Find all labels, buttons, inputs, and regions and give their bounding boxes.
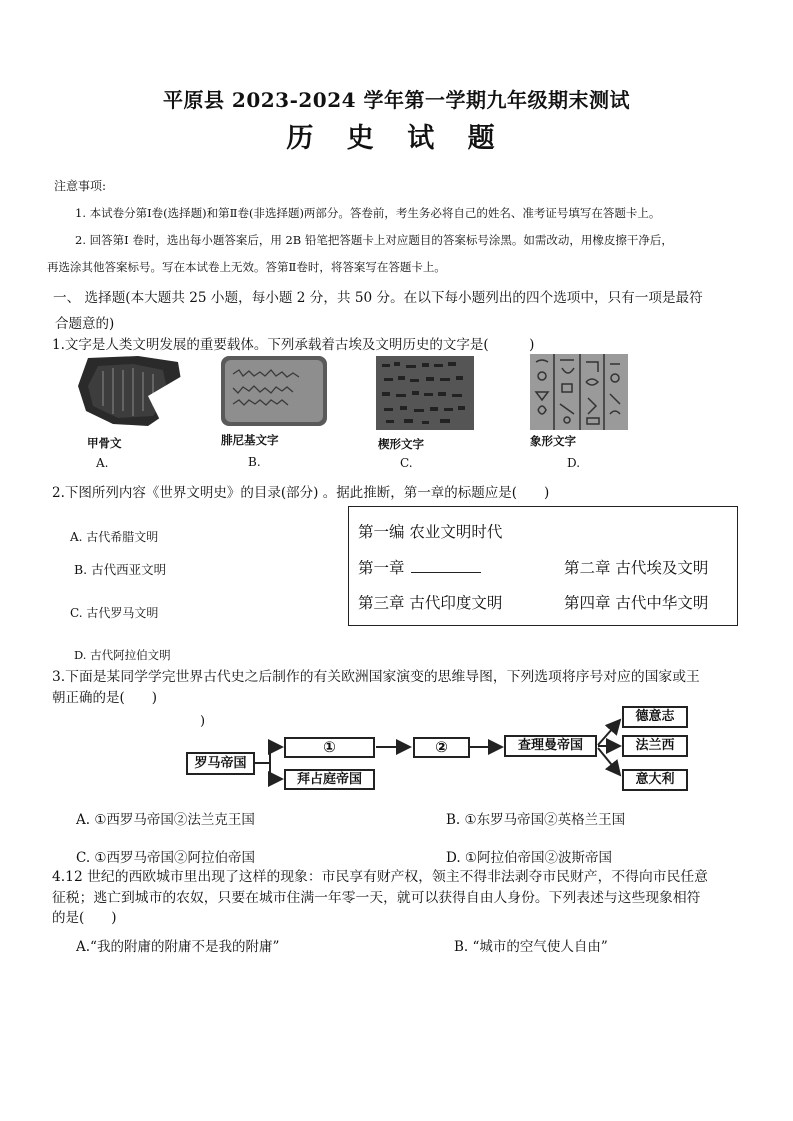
exam-title: 平原县 2023-2024 学年第一学期九年级期末测试: [162, 88, 631, 112]
node-blank-2: ②: [413, 737, 470, 758]
node-france: 法兰西: [622, 735, 688, 757]
exam-subject: 历 史 试 题: [286, 123, 507, 154]
q3-option-d[interactable]: D. ①阿拉伯帝国②波斯帝国: [446, 850, 613, 866]
option-letter-c[interactable]: C.: [400, 456, 413, 470]
node-blank-1: ①: [284, 737, 375, 758]
question-3-stem-cont: 朝正确的是( ): [52, 690, 158, 706]
toc-chapter-4: 第四章 古代中华文明: [564, 594, 709, 612]
caption-hieroglyph: 象形文字: [530, 434, 576, 448]
section-heading-cont: 合题意的): [55, 316, 115, 332]
stray-parenthesis: ): [200, 714, 206, 729]
question-2-stem: 2.下图所列内容《世界文明史》的目录(部分) 。据此推断，第一章的标题应是( ): [52, 485, 550, 501]
caption-phoenician: 腓尼基文字: [221, 433, 279, 447]
q2-option-b[interactable]: B. 古代西亚文明: [74, 562, 167, 577]
option-letter-a[interactable]: A.: [96, 456, 109, 470]
option-letter-b[interactable]: B.: [248, 455, 261, 469]
node-byzantine-empire: 拜占庭帝国: [284, 769, 375, 790]
question-4-stem-cont: 征税；逃亡到城市的农奴，只要在城市住满一年零一天，就可以获得自由人身份。下列表述与这些现象相符: [52, 890, 701, 906]
q4-option-a[interactable]: A.“我的附庸的附庸不是我的附庸”: [76, 939, 280, 955]
caption-oracle-bone: 甲骨文: [87, 436, 122, 450]
caption-cuneiform: 楔形文字: [378, 437, 424, 451]
q4-option-b[interactable]: B. “城市的空气使人自由”: [454, 939, 608, 955]
question-1-stem: 1.文字是人类文明发展的重要载体。下列承载着古埃及文明历史的文字是( ): [52, 337, 535, 353]
notes-item-1: 1. 本试卷分第Ⅰ卷(选择题)和第Ⅱ卷(非选择题)两部分。答卷前，考生务必将自己的姓名、准考证号填写在答题卡上。: [75, 206, 661, 220]
q3-option-a[interactable]: A. ①西罗马帝国②法兰克王国: [76, 812, 255, 828]
q3-option-c[interactable]: C. ①西罗马帝国②阿拉伯帝国: [76, 850, 256, 866]
toc-part: 第一编 农业文明时代: [358, 523, 503, 541]
q2-option-d[interactable]: D. 古代阿拉伯文明: [74, 648, 171, 662]
notes-heading: 注意事项:: [54, 179, 107, 193]
toc-chapter-2: 第二章 古代埃及文明: [564, 559, 709, 577]
q2-option-a[interactable]: A. 古代希腊文明: [70, 530, 159, 544]
node-germany: 德意志: [622, 706, 688, 728]
toc-chapter-3: 第三章 古代印度文明: [358, 594, 503, 612]
question-4-stem-end: 的是( ): [52, 910, 117, 926]
notes-item-2: 2. 回答第Ⅰ 卷时，选出每小题答案后，用 2B 铅笔把答题卡上对应题目的答案标号涂黑。如需改动，用橡皮擦干净后，: [75, 233, 673, 247]
node-roman-empire: 罗马帝国: [186, 752, 255, 775]
node-italy: 意大利: [622, 769, 688, 791]
question-3-stem: 3.下面是某同学学完世界古代史之后制作的有关欧洲国家演变的思维导图，下列选项将序号对应的国家或王: [52, 669, 700, 685]
notes-item-2-cont: 再选涂其他答案标号。写在本试卷上无效。答第Ⅱ卷时，将答案写在答题卡上。: [47, 260, 446, 274]
section-heading: 一、 选择题(本大题共 25 小题，每小题 2 分，共 50 分。在以下每小题列出的四个选项中，只有一项是最符: [53, 290, 703, 306]
option-letter-d[interactable]: D.: [567, 456, 581, 470]
q3-option-b[interactable]: B. ①东罗马帝国②英格兰王国: [446, 812, 626, 828]
node-carolingian-empire: 查理曼帝国: [504, 735, 597, 757]
toc-chapter-1-label: 第一章: [358, 559, 405, 577]
q2-option-c[interactable]: C. 古代罗马文明: [70, 606, 159, 620]
question-4-stem: 4.12 世纪的西欧城市里出现了这样的现象：市民享有财产权，领主不得非法剥夺市民财产，不得向市民任意: [52, 869, 708, 885]
